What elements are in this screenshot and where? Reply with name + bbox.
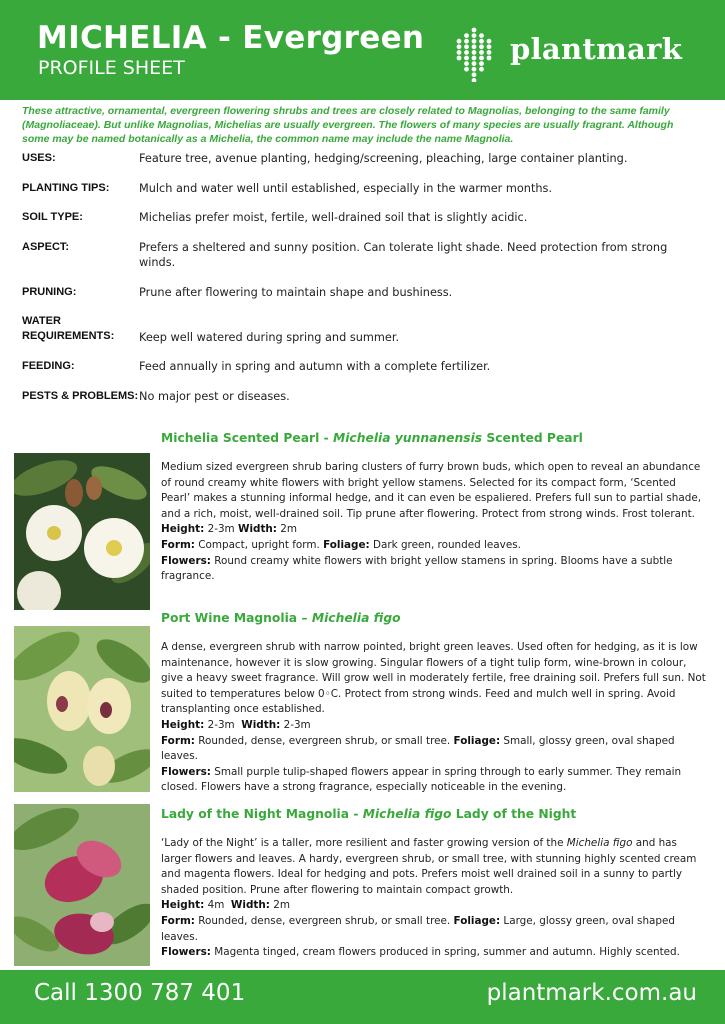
plant-title [161,610,706,626]
detail-label: USES: [22,152,56,164]
detail-value: Mulch and water well until established, especially in the warmer months. [139,182,553,195]
flowers-label: Flowers: [161,946,211,959]
dotted-leaf-icon [450,26,498,82]
detail-label: FEEDING: [22,360,75,372]
plant-flowers [161,765,706,796]
description-text: ‘Lady of the Night’ is a taller, more resilient and faster growing version of the [161,837,567,849]
flowers-value: Small purple tulip-shaped flowers appear in spring through to early summer. They remain closed. Flowers have a strong fragrance, especially noticeable in the evening. [161,765,682,794]
footer-banner [0,970,725,1024]
plant-flowers [161,554,706,585]
form-label: Form: [161,538,195,551]
height-value: 2-3m [207,523,235,536]
width-label: Width: [230,899,270,912]
form-value: Rounded, dense, evergreen shrub, or small tree. [198,734,451,747]
plant-flowers [161,945,706,961]
plant-description: A dense, evergreen shrub with narrow pointed, bright green leaves. Used often for hedging, as it is low maintenance, however it is slow growing. Singular flowers of a tight tulip form, wine-brown in colour, give a heavy sweet fragrance. Will grow well in moderately fertile, free draining soil. Prefers full sun. Not suited to temperatures below 0◦C. Protect from strong winds. Feed and mulch well in spring. Avoid transplanting once established. [161,641,706,716]
plant-botanical-name: Michelia figo [362,807,452,821]
plant-title [161,430,706,446]
plant-title [161,806,706,822]
detail-value: No major pest or diseases. [139,390,290,403]
plant-size [161,522,706,538]
form-value: Rounded, dense, evergreen shrub, or small tree. [198,914,451,927]
foliage-label: Foliage: [453,914,501,927]
plant-size [161,718,706,734]
plant-form [161,538,706,554]
plant-form [161,914,706,945]
plant-description [161,836,706,898]
plant-description: Medium sized evergreen shrub baring clusters of furry brown buds, which open to reveal an abundance of round creamy white flowers with bright yellow stamens. Selected for its compact form, ‘Scented Pearl’ makes a stunning informal hedge, and it can even be espaliered. Prefers full sun to partial shade, and a rich, moist, well-drained soil. Tip prune after flowering. Protect from strong winds. Frost tolerant. [161,461,702,520]
height-label: Height: [161,718,205,731]
plant-port-wine-magnolia [161,610,706,796]
plant-botanical-name: Michelia figo [311,611,401,625]
description-botanical-name: Michelia figo [566,837,633,849]
width-label: Width: [237,523,277,536]
plant-body [161,836,706,961]
width-label: Width: [241,718,281,731]
page-subtitle: PROFILE SHEET [38,57,185,79]
scented-pearl-photo [14,453,150,610]
detail-label: PESTS & PROBLEMS: [22,390,139,402]
lady-of-the-night-photo [14,804,150,966]
detail-value: Michelias prefer moist, fertile, well-drained soil that is slightly acidic. [139,211,528,224]
plant-botanical-name: Michelia yunnanensis [332,431,483,445]
width-value: 2m [273,899,290,912]
plant-title-text: Michelia Scented Pearl - [161,431,333,445]
foliage-label: Foliage: [453,734,501,747]
plant-title-text: Lady of the Night Magnolia - [161,807,363,821]
height-label: Height: [161,899,205,912]
detail-value: Keep well watered during spring and summer. [139,331,400,344]
width-value: 2m [280,523,298,536]
detail-label: ASPECT: [22,241,70,253]
plant-size [161,898,706,914]
foliage-value: Large, glossy green, oval shaped leaves. [161,914,676,943]
flowers-label: Flowers: [161,765,211,778]
foliage-value: Small, glossy green, oval shaped leaves. [161,734,675,763]
port-wine-magnolia-photo [14,626,150,792]
form-label: Form: [161,734,195,747]
phone-link[interactable]: Call 1300 787 401 [34,980,246,1006]
detail-value: Prune after flowering to maintain shape and bushiness. [139,286,453,299]
description-text-continued: and has larger flowers and leaves. A hardy, evergreen shrub, or small tree, with stunning highly scented cream and magenta flowers. Ideal for hedging and pots. Prefers moist well drained soil in a sunny to partly shaded position. Prune after flowering to maintain compact growth. [161,837,697,896]
plant-form [161,734,706,765]
intro-paragraph: These attractive, ornamental, evergreen flowering shrubs and trees are closely related to Magnolias, belonging to the same family (Magnoliaceae). But unlike Magnolias, Michelias are usually evergreen. The flowers of many species are usually fragrant. Although some may be named botanically as a Michelia, the common name may include the name Magnolia. [22,105,674,145]
flowers-label: Flowers: [161,554,211,567]
foliage-value: Dark green, rounded leaves. [372,538,521,551]
detail-label: SOIL TYPE: [22,211,83,223]
plant-body [161,460,706,585]
detail-value: Feed annually in spring and autumn with a complete fertilizer. [139,360,491,373]
height-label: Height: [161,523,205,536]
detail-value: Feature tree, avenue planting, hedging/screening, pleaching, large container planting. [139,152,628,165]
plant-title-text: Port Wine Magnolia – [161,611,312,625]
flowers-value: Magenta tinged, cream flowers produced in spring, summer and autumn. Highly scented. [214,946,680,959]
plant-body [161,640,706,796]
height-value: 2-3m [207,718,235,731]
form-label: Form: [161,914,195,927]
detail-label: WATER REQUIREMENTS: [22,315,115,342]
flowers-value: Round creamy white flowers with bright yellow stamens in spring. Blooms have a subtle fragrance. [161,554,673,583]
brand-name: plantmark [510,32,683,66]
plant-scented-pearl [161,430,706,585]
detail-label: PRUNING: [22,286,77,298]
website-link[interactable]: plantmark.com.au [486,980,697,1006]
height-value: 4m [207,899,225,912]
detail-value: Prefers a sheltered and sunny position. Can tolerate light shade. Need protection from strong winds. [139,241,668,269]
page-title: MICHELIA - Evergreen [37,20,425,56]
plant-title-suffix: Lady of the Night [451,807,577,821]
plant-title-suffix: Scented Pearl [482,431,583,445]
width-value: 2-3m [283,718,311,731]
detail-label: PLANTING TIPS: [22,182,110,194]
foliage-label: Foliage: [323,538,370,551]
plant-lady-of-the-night [161,806,706,961]
header-banner [0,0,725,100]
plantmark-logo[interactable] [450,26,695,82]
form-value: Compact, upright form. [198,538,320,551]
